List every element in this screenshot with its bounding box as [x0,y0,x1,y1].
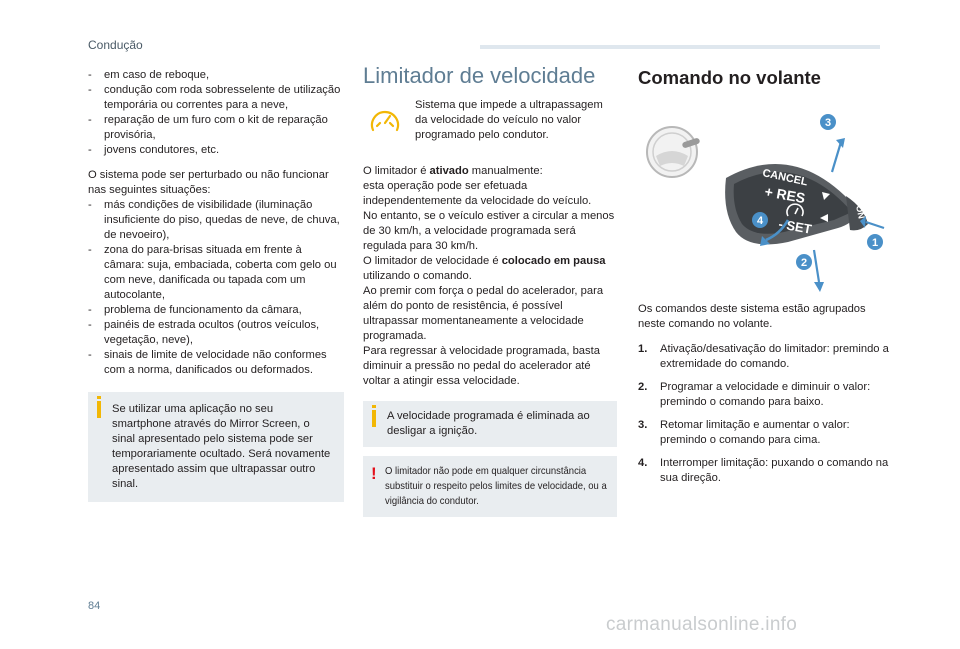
speed-limiter-icon [367,106,403,136]
list-item: - em caso de reboque, [88,68,344,83]
column-2 [363,62,617,517]
paragraph: O limitador de velocidade é colocado em pausa utilizando o comando. [363,255,606,282]
on-label: ON [854,204,867,220]
paragraph: Para regressar à velocidade programada, basta diminuir a pressão no pedal do acelerador até voltar a atingir essa velocidade. [363,345,600,387]
column-1 [88,68,344,502]
controls-list [638,342,892,486]
info-text: Se utilizar uma aplicação no seu smartphone através do Mirror Screen, o sinal apresentado pelo sistema pode ser temporariamente ocultado. Será novamente apresentado assim que ultrapassar outro sinal. [112,403,331,490]
info-box [363,401,617,447]
paragraph: O sistema pode ser perturbado ou não funcionar nas seguintes situações: [88,169,329,196]
svg-text:3: 3 [824,117,832,129]
paragraph: O limitador é ativado manualmente: [363,165,543,177]
steering-wheel-icon [647,127,700,177]
info-icon [372,410,376,427]
callout-1 [867,234,883,250]
callout-4 [752,212,768,228]
usage-limit-list [88,68,344,158]
paragraph: Os comandos deste sistema estão agrupados neste comando no volante. [638,303,866,330]
intro-text: Sistema que impede a ultrapassagem da velocidade do veículo no valor programado pelo condutor. [415,99,603,141]
set-label: - SET [777,216,813,237]
info-box [88,392,344,502]
disturbance-list [88,198,344,378]
column-3 [638,66,892,494]
cancel-label: CANCEL [761,167,809,189]
arrow-press-icon [866,222,884,228]
arrow-down-icon [814,250,819,282]
down-triangle-icon [814,236,822,242]
list-item: - painéis de estrada ocultos (outros veículos, vegetação, neve), [88,318,344,348]
list-item: - condução com roda sobresselente de utilização temporária ou correntes para a neve, [88,83,344,113]
list-item: - problema de funcionamento da câmara, [88,303,344,318]
list-item: 2. Programar a velocidade e diminuir o valor: premindo o comando para baixo. [638,381,871,408]
list-item: - zona do para-brisas situada em frente à câmara: suja, embaciada, coberta com gelo ou com neve, danificada ou tapada com um autocolante, [88,243,344,303]
steering-stalk-illustration [638,100,892,296]
paragraph: Ao premir com força o pedal do acelerador, para além do ponto de resistência, é possível ultrapassar momentaneamente a velocidade programada. [363,285,604,342]
page-number: 84 [88,600,101,612]
paragraph: No entanto, se o veículo estiver a circular a menos de 30 km/h, a velocidade programada será regulada para 30 km/h. [363,210,615,252]
warning-text: O limitador não pode em qualquer circunstância substituir o respeito pelos limites de velocidade, ou a vigilância do condutor. [385,466,607,507]
callout-3 [820,114,836,130]
arrow-down-head [814,282,824,292]
watermark: carmanualsonline.info [606,614,798,635]
section-title: Comando no volante [638,67,821,88]
info-icon [97,401,101,418]
svg-text:2: 2 [800,257,808,269]
svg-text:4: 4 [756,215,764,227]
svg-text:1: 1 [871,237,879,249]
warning-box [363,456,617,517]
info-text: A velocidade programada é eliminada ao desligar a ignição. [387,410,590,437]
header-title: Condução [88,38,143,52]
list-item: - reparação de um furo com o kit de reparação provisória, [88,113,344,143]
list-item: 4. Interromper limitação: puxando o comando na sua direção. [638,457,889,484]
list-item: 3. Retomar limitação e aumentar o valor: premindo o comando para cima. [638,419,850,446]
list-item: - jovens condutores, etc. [88,143,344,158]
callout-2 [796,254,812,270]
paragraph: esta operação pode ser efetuada independentemente da velocidade do veículo. [363,180,592,207]
arrow-up-icon [832,142,841,172]
warning-icon: ! [371,464,377,483]
section-title: Limitador de velocidade [363,63,596,88]
list-item: - sinais de limite de velocidade não conformes com a norma, danificados ou deformados. [88,348,344,378]
intro-block [363,98,617,158]
header-bar [480,45,880,49]
list-item: - más condições de visibilidade (iluminação insuficiente do piso, quedas de neve, de chuva, de nevoeiro), [88,198,344,243]
list-item: 1. Ativação/desativação do limitador: premindo a extremidade do comando. [638,343,889,370]
res-label: + RES [763,183,807,207]
